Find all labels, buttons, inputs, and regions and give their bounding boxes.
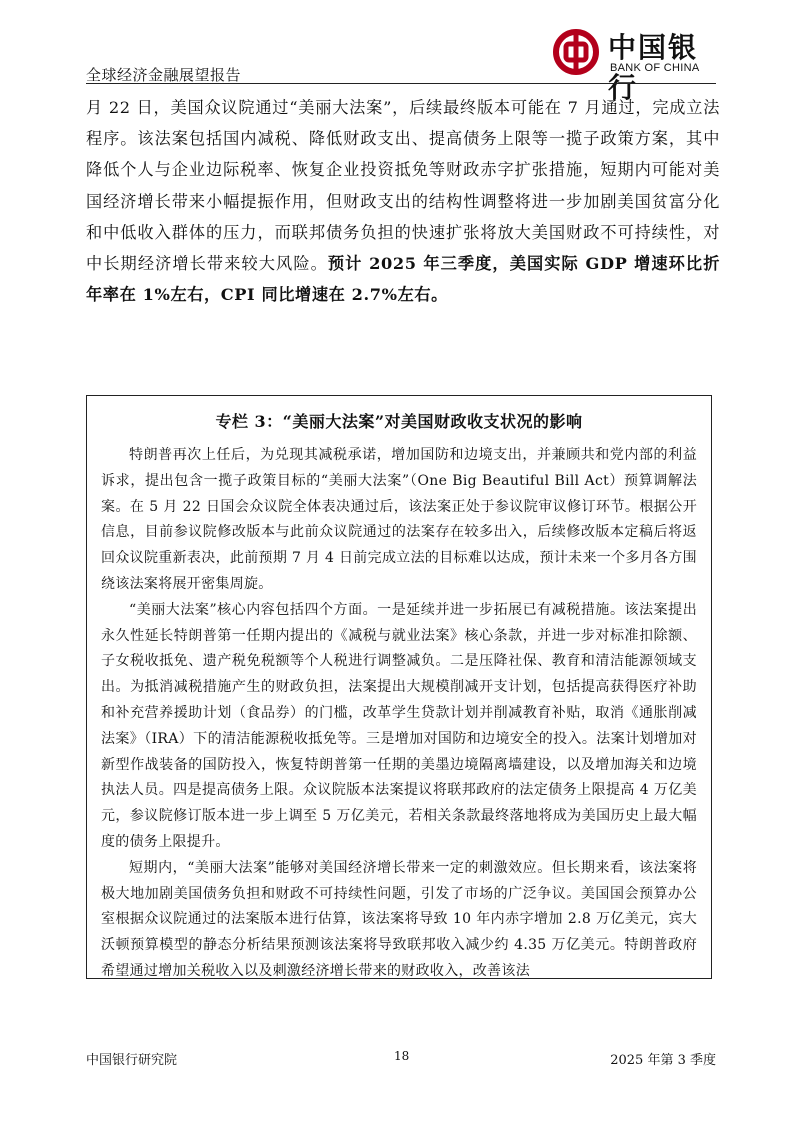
paragraph-text: 月 22 日，美国众议院通过“美丽大法案”，后续最终版本可能在 7 月通过，完成立法程序。该法案包括国内减税、降低财政支出、提高债务上限等一揽子政策方案，其中降低个人与企业边际税率、恢复企业投资抵免等财政赤字扩张措施，短期内可能对美国经济增长带来小幅提振作用，但财政支出的结构性调整将进一步加剧美国贫富分化和中低收入群体的压力，而联邦债务负担的快速扩张将放大美国财政不可持续性，对中长期经济增长带来较大风险。: [86, 98, 720, 274]
logo-name-cn: 中国银行: [608, 31, 699, 104]
logo-name-en: BANK OF CHINA: [610, 62, 700, 74]
forecast-text: 预计 2025 年三季度，美国实际 GDP 增速环比折年率在 1%左右，CPI 同比增速在 2.7%左右。: [86, 254, 720, 305]
column-paragraph: 特朗普再次上任后，为兑现其减税承诺，增加国防和边境支出，并兼顾共和党内部的利益诉求，提出包含一揽子政策目标的“美丽大法案”（One Big Beautiful Bill Act）预算调解法案。在 5 月 22 日国会众议院全体表决通过后，该法案正处于参议院审议修订环节。根据公开信息，目前参议院修改版本与此前众议院通过的法案存在较多出入，后续修改版本定稿后将返回众议院重新表决，此前预期 7 月 4 日前完成立法的目标难以达成，预计未来一个多月各方围绕该法案将展开密集周旋。: [101, 447, 697, 592]
bank-of-china-logo: [552, 22, 712, 104]
column-title: 专栏 3：“美丽大法案”对美国财政收支状况的影响: [215, 412, 583, 431]
column-box: [86, 395, 712, 979]
page-header: [86, 22, 716, 104]
column-paragraph: “美丽大法案”核心内容包括四个方面。一是延续并进一步拓展已有减税措施。该法案提出永久性延长特朗普第一任期内提出的《减税与就业法案》核心条款，并进一步对标准扣除额、子女税收抵免、遗产税免税额等个人税进行调整减负。二是压降社保、教育和清洁能源领域支出。为抵消减税措施产生的财政负担，法案提出大规模削减开支计划，包括提高获得医疗补助和补充营养援助计划（食品券）的门槛，改革学生贷款计划并削减教育补贴，取消《通胀削减法案》（IRA）下的清洁能源税收抵免等。三是增加对国防和边境安全的投入。法案计划增加对新型作战装备的国防投入，恢复特朗普第一任期的美墨边境隔离墙建设，以及增加海关和边境执法人员。四是提高债务上限。众议院版本法案提议将联邦政府的法定债务上限提高 4 万亿美元，参议院修订版本进一步上调至 5 万亿美元，若相关条款最终落地将成为美国历史上最大幅度的债务上限提升。: [101, 601, 697, 850]
report-title: 全球经济金融展望报告: [86, 66, 242, 84]
column-paragraph: 短期内，“美丽大法案”能够对美国经济增长带来一定的刺激效应。但长期来看，该法案将极大地加剧美国债务负担和财政不可持续性问题，引发了市场的广泛争议。美国国会预算办公室根据众议院通过的法案版本进行估算，该法案将导致 10 年内赤字增加 2.8 万亿美元，宾大沃顿预算模型的静态分析结果预测该法案将导致联邦收入减少约 4.35 万亿美元。特朗普政府希望通过增加关税收入以及刺激经济增长带来的财政收入，改善该法: [101, 859, 697, 979]
bank-of-china-emblem-icon: [552, 28, 600, 76]
page-number: 18: [394, 1049, 410, 1063]
main-paragraph: [86, 92, 720, 310]
footer-org: 中国银行研究院: [86, 1053, 178, 1068]
footer-period: 2025 年第 3 季度: [610, 1053, 716, 1068]
header-divider: [86, 83, 716, 84]
